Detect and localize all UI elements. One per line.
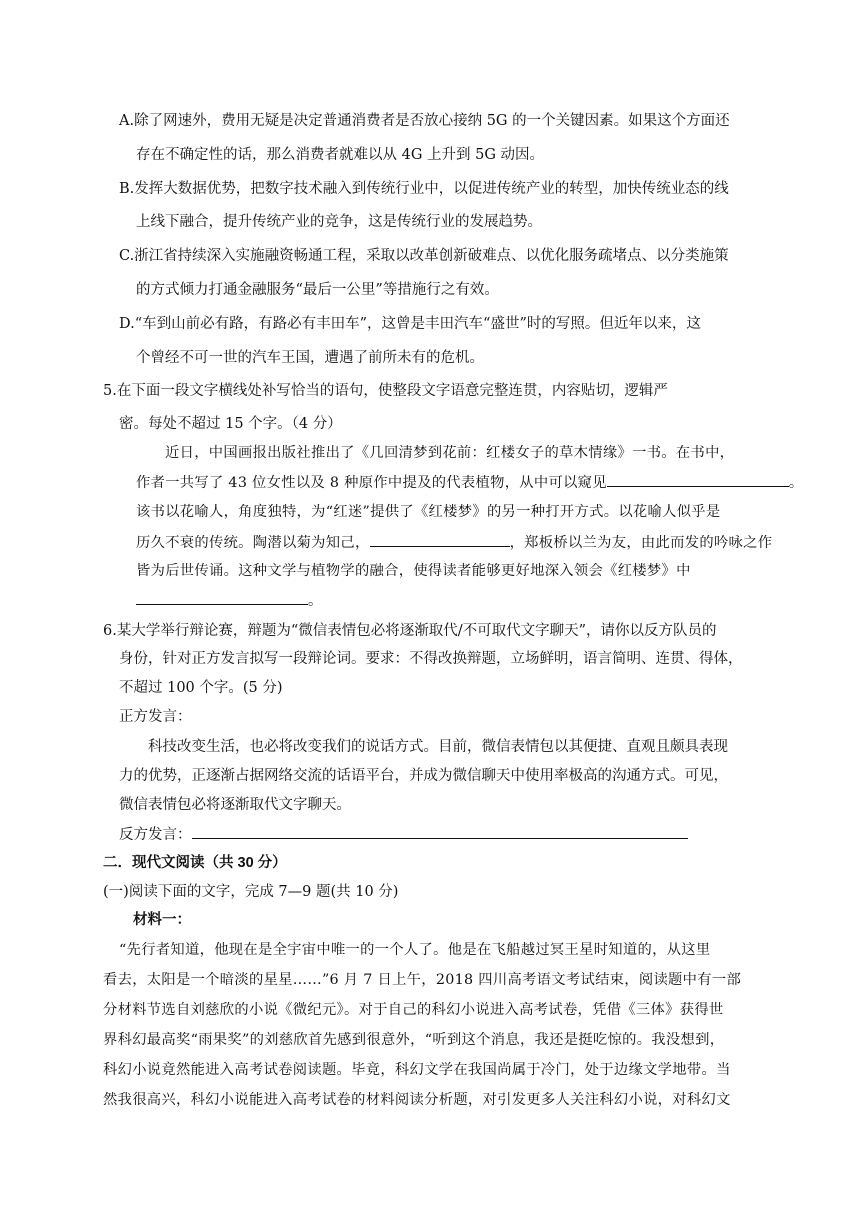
pro-speech-label: 正方发言： <box>119 709 192 725</box>
material-line-1: “先行者知道，他现在是全宇宙中唯一的一个人了。他是在飞船越过冥王星时知道的，从这里 <box>119 942 711 958</box>
option-c-line-1: C.浙江省持续深入实施融资畅通工程，采取以改革创新破难点、以优化服务疏堵点、以分类施策 <box>119 248 729 264</box>
option-b-line-1: B.发挥大数据优势，把数字技术融入到传统行业中，以促进传统产业的转型，加快传统业态的线 <box>119 181 729 197</box>
option-a-line-2: 存在不确定性的话，那么消费者就难以从 4G 上升到 5G 动因。 <box>136 147 545 163</box>
option-b-line-2: 上线下融合，提升传统产业的竞争，这是传统行业的发展趋势。 <box>136 214 542 230</box>
material-line-3: 分材料节选自刘慈欣的小说《微纪元》。对于自己的科幻小说进入高考试卷，凭借《三体》获得世 <box>103 1002 724 1018</box>
q5-passage-line-5: 皆为后世传诵。这种文学与植物学的融合，使得读者能够更好地深入领会《红楼梦》中 <box>136 563 691 579</box>
con-speech-row <box>119 824 688 845</box>
question-5-stem-line-2: 密。每处不超过 15 个字。（4 分） <box>119 416 342 432</box>
option-c-line-2: 的方式倾力打通金融服务“最后一公里”等措施行之有效。 <box>136 282 499 298</box>
option-d-line-1: D.“车到山前必有路，有路必有丰田车”，这曾是丰田汽车“盛世”时的写照。但近年以来，这 <box>119 316 701 332</box>
pro-speech-line-1: 科技改变生活，也必将改变我们的说话方式。目前，微信表情包以其便捷、直观且颇具表现 <box>148 739 728 755</box>
answer-blank-2[interactable] <box>370 532 510 547</box>
q5-passage-line-2 <box>136 472 803 493</box>
question-6-stem-line-1: 6.某大学举行辩论赛，辩题为“微信表情包必将逐渐取代/不可取代文字聊天”，请你以反方队员的 <box>103 623 717 639</box>
material-line-2: 看去，太阳是一个暗淡的星星……”6 月 7 日上午，2018 四川高考语文考试结束，阅读题中有一部 <box>103 972 742 988</box>
pro-speech-line-3: 微信表情包必将逐渐取代文字聊天。 <box>119 797 351 813</box>
con-speech-answer-line[interactable] <box>192 824 688 839</box>
answer-blank-3[interactable] <box>136 590 308 605</box>
q5-passage-line-3: 该书以花喻人，角度独特，为“红迷”提供了《红楼梦》的另一种打开方式。以花喻人似乎是 <box>136 504 721 520</box>
q5-passage-line-4-text: 历久不衰的传统。陶潜以菊为知己， <box>136 535 370 551</box>
q5-passage-line-2-end: 。 <box>788 475 804 491</box>
q5-passage-line-2-text: 作者一共写了 43 位女性以及 8 种原作中提及的代表植物，从中可以窥见 <box>136 475 607 491</box>
material-line-5: 科幻小说竟然能进入高考试卷阅读题。毕竟，科幻文学在我国尚属于冷门，处于边缘文学地带。当 <box>103 1062 731 1078</box>
option-d-line-2: 个曾经不可一世的汽车王国，遭遇了前所未有的危机。 <box>136 350 484 366</box>
q5-passage-line-6-end: 。 <box>308 593 323 609</box>
question-6-stem-line-3: 不超过 100 个字。(5 分) <box>119 680 283 696</box>
pro-speech-line-2: 力的优势，正逐渐占据网络交流的话语平台，并成为微信聊天中使用率极高的沟通方式。可见， <box>119 768 728 784</box>
section-2-subheading: (一)阅读下面的文字，完成 7—9 题(共 10 分) <box>103 884 399 900</box>
q5-passage-line-4-mid: ，郑板桥以兰为友，由此而发的吟咏之作 <box>509 535 773 551</box>
material-line-6: 然我很高兴，科幻小说能进入高考试卷的材料阅读分析题，对引发更多人关注科幻小说，对科幻文 <box>103 1092 731 1108</box>
material-line-4: 界科幻最高奖“雨果奖”的刘慈欣首先感到很意外，“听到这个消息，我还是挺吃惊的。我没想到， <box>103 1032 725 1048</box>
option-a-line-1: A.除了网速外，费用无疑是决定普通消费者是否放心接纳 5G 的一个关键因素。如果这个方面还 <box>119 113 730 129</box>
question-5-stem-line-1: 5.在下面一段文字横线处补写恰当的语句，使整段文字语意完整连贯，内容贴切，逻辑严 <box>103 383 668 399</box>
q5-passage-line-4 <box>136 532 772 553</box>
q5-passage-line-6 <box>136 590 323 611</box>
material-one-label: 材料一： <box>133 912 191 928</box>
answer-blank-1[interactable] <box>607 472 789 487</box>
section-2-heading: 二．现代文阅读（共 30 分） <box>103 855 287 871</box>
question-6-stem-line-2: 身份，针对正方发言拟写一段辩论词。要求：不得改换辩题，立场鲜明，语言简明、连贯、得体， <box>119 651 743 667</box>
con-speech-label: 反方发言： <box>119 827 192 843</box>
q5-passage-line-1: 近日，中国画报出版社推出了《几回清梦到花前：红楼女子的草木情缘》一书。在书中， <box>165 445 735 461</box>
